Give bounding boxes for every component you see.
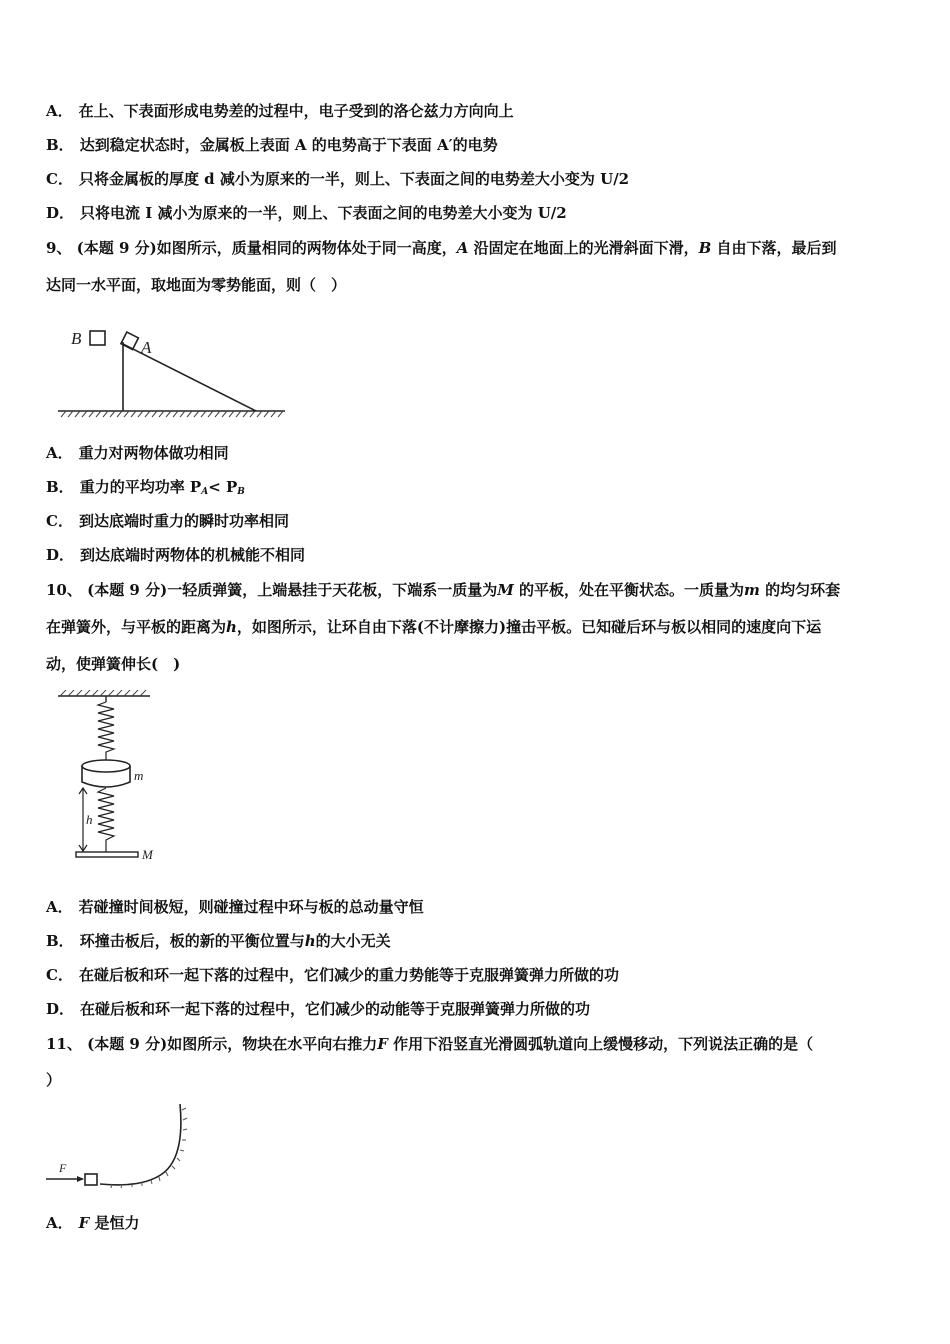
- figure-label-M: M: [142, 847, 153, 862]
- ground-hatching: [61, 411, 283, 417]
- q11-option-a: A． F 是恒力: [46, 1214, 140, 1232]
- block-b: [90, 331, 105, 345]
- block: [85, 1174, 97, 1185]
- q9-option-b: B． 重力的平均功率 $P_A< P_B$: [46, 478, 245, 497]
- figure-label-m: m: [134, 768, 144, 783]
- q10-stem: 10、 (本题 9 分)一轻质弹簧，上端悬挂于天花板，下端系一质量为M 的平板，处在平衡状态。一质量为m 的均匀环套: [46, 581, 841, 599]
- q9-option-a: A． 重力对两物体做功相同: [46, 444, 229, 462]
- ring-top: [82, 760, 130, 772]
- arc-track-hatching: [111, 1108, 187, 1188]
- q10-option-d: D． 在碰后板和环一起下落的过程中，它们减少的动能等于克服弹簧弹力所做的功: [46, 1000, 591, 1018]
- q10-stem-line3: 动，使弹簧伸长( ): [46, 655, 181, 673]
- incline-figure: [55, 322, 290, 427]
- spring-ring-figure: [50, 688, 170, 866]
- figure-label-b: B: [71, 329, 82, 348]
- q9-stem-line2: 达同一水平面，取地面为零势能面，则（ ）: [46, 276, 347, 294]
- ring-body: [82, 766, 130, 787]
- q10-option-c: C． 在碰后板和环一起下落的过程中，它们减少的重力势能等于克服弹簧弹力所做的功: [46, 966, 619, 984]
- q8-option-d: D． 只将电流 I 减小为原来的一半，则上、下表面之间的电势差大小变为 U/2: [46, 204, 567, 222]
- q9-option-c: C． 到达底端时重力的瞬时功率相同: [46, 512, 289, 530]
- q11-stem-line2: ）: [46, 1071, 62, 1089]
- q10-stem-line2: 在弹簧外，与平板的距离为h，如图所示，让环自由下落(不计摩擦力)撞击平板。已知碰后环与板以相同的速度向下运: [46, 618, 822, 636]
- q9-option-d: D． 到达底端时两物体的机械能不相同: [46, 546, 306, 564]
- q8-option-a: A． 在上、下表面形成电势差的过程中，电子受到的洛仑兹力方向向上: [46, 102, 514, 120]
- spring-upper: [98, 702, 114, 760]
- figure-label-a: A: [141, 338, 152, 357]
- q11-stem: 11、 (本题 9 分)如图所示，物块在水平向右推力F 作用下沿竖直光滑圆弧轨道向上缓慢移动，下列说法正确的是（: [46, 1035, 814, 1053]
- figure-label-f: F: [59, 1161, 67, 1175]
- spring-lower: [98, 788, 114, 852]
- arc-track: [100, 1104, 181, 1185]
- q10-option-a: A． 若碰撞时间极短，则碰撞过程中环与板的总动量守恒: [46, 898, 424, 916]
- q10-option-b: B． 环撞击板后，板的新的平衡位置与h的大小无关: [46, 932, 391, 950]
- ceiling-hatching: [60, 690, 146, 696]
- q8-option-c: C． 只将金属板的厚度 d 减小为原来的一半，则上、下表面之间的电势差大小变为 U/2: [46, 170, 630, 188]
- arc-track-figure: [44, 1100, 194, 1195]
- q9-stem: 9、 (本题 9 分)如图所示，质量相同的两物体处于同一高度，A 沿固定在地面上的光滑斜面下滑，B 自由下落，最后到: [46, 239, 837, 257]
- force-arrow-head: [77, 1176, 84, 1182]
- figure-label-h: h: [86, 812, 93, 827]
- q8-option-b: B． 达到稳定状态时，金属板上表面 A 的电势高于下表面 A′的电势: [46, 136, 498, 154]
- plate: [76, 852, 138, 857]
